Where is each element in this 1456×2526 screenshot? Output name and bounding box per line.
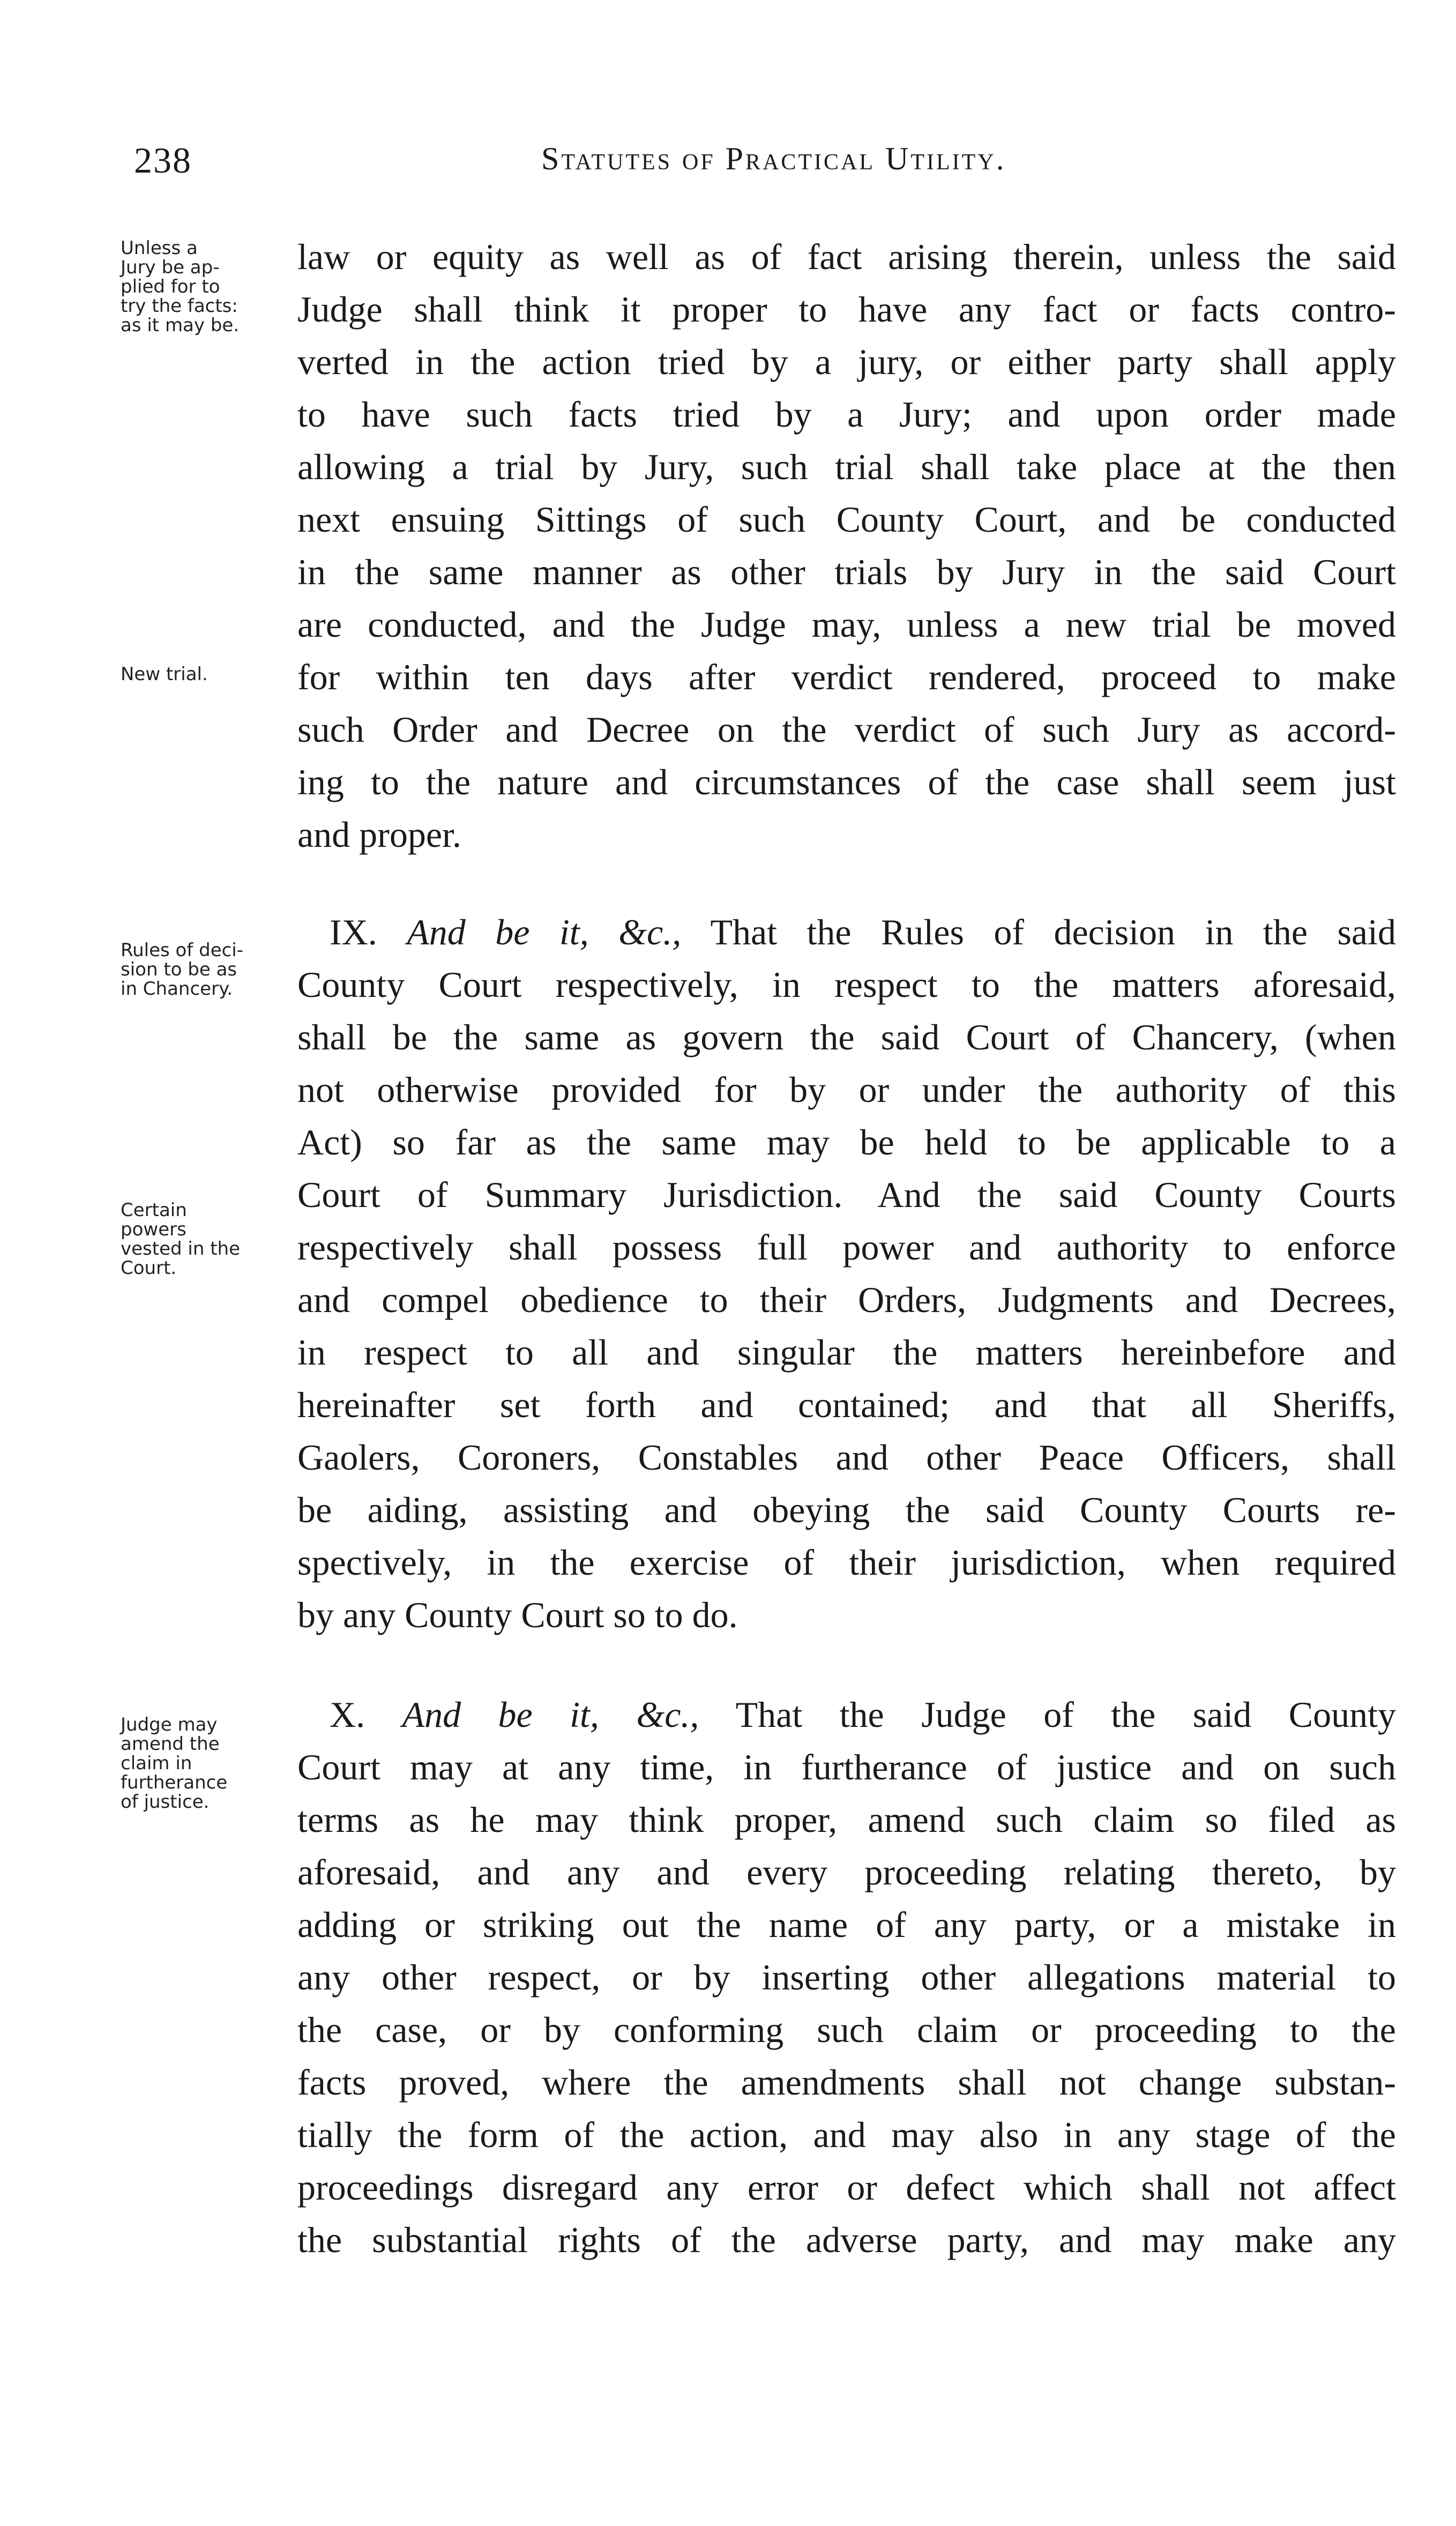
margin-note-line: Court.: [121, 1257, 177, 1279]
margin-note-line: furtherance: [121, 1772, 228, 1793]
margin-note-line: as it may be.: [121, 315, 240, 336]
margin-note-judge-may-amend: [121, 1715, 297, 1812]
body-line: to have such facts tried by a Jury; and upon order made: [297, 394, 1396, 435]
first-line-text: That the Rules of decision in the said: [710, 912, 1397, 952]
body-line: ing to the nature and circumstances of the case shall seem just: [297, 762, 1396, 802]
body-line: Judge shall think it proper to have any fact or facts contro-: [297, 289, 1396, 330]
margin-note-line: try the facts:: [121, 295, 238, 317]
body-line: such Order and Decree on the verdict of such Jury as accord-: [297, 709, 1396, 750]
body-line: County Court respectively, in respect to the matters aforesaid,: [297, 964, 1396, 1005]
margin-note-line: vested in the: [121, 1238, 240, 1260]
section-8-continued: [297, 230, 1396, 861]
margin-note-unless-jury: [121, 239, 297, 335]
body-line: facts proved, where the amendments shall not change substan-: [297, 2062, 1396, 2103]
body-line: and compel obedience to their Orders, Judgments and Decrees,: [297, 1279, 1396, 1320]
body-line: adding or striking out the name of any party, or a mistake in: [297, 1904, 1396, 1945]
body-line: in the same manner as other trials by Jury in the said Court: [297, 552, 1396, 592]
section-number: X.: [330, 1694, 365, 1735]
body-line: spectively, in the exercise of their jurisdiction, when required: [297, 1542, 1396, 1583]
body-line: terms as he may think proper, amend such claim so filed as: [297, 1799, 1396, 1840]
body-line: be aiding, assisting and obeying the said County Courts re-: [297, 1489, 1396, 1530]
body-line: Court of Summary Jurisdiction. And the said County Courts: [297, 1174, 1396, 1215]
first-line-text: That the Judge of the said County: [735, 1694, 1397, 1735]
body-line: aforesaid, and any and every proceeding relating thereto, by: [297, 1852, 1396, 1892]
body-line: law or equity as well as of fact arising therein, unless the said: [297, 236, 1396, 277]
margin-note-rules-of-decision: [121, 941, 297, 999]
section-10: [297, 1688, 1396, 2266]
margin-note-certain-powers: [121, 1201, 297, 1278]
margin-note-line: Judge may: [121, 1714, 218, 1735]
body-line: Act) so far as the same may be held to be applicable to a: [297, 1122, 1396, 1163]
margin-note-line: Jury be ap-: [121, 257, 220, 278]
section-9-first-line: [297, 906, 1396, 958]
body-line: tially the form of the action, and may also in any stage of the: [297, 2114, 1396, 2155]
margin-note-line: sion to be as: [121, 959, 237, 980]
body-line: by any County Court so to do.: [297, 1594, 738, 1635]
body-line: are conducted, and the Judge may, unless a new trial be moved: [297, 604, 1396, 645]
margin-note-line: Certain: [121, 1199, 187, 1221]
margin-note-line: claim in: [121, 1753, 192, 1774]
body-line: and proper.: [297, 814, 461, 855]
page-header: [134, 139, 1399, 193]
body-line: next ensuing Sittings of such County Court, and be conducted: [297, 499, 1396, 540]
running-title: Statutes of Practical Utility.: [541, 141, 1006, 176]
body-line: verted in the action tried by a jury, or either party shall apply: [297, 341, 1396, 382]
margin-note-line: Rules of deci-: [121, 940, 244, 961]
body-line: Court may at any time, in furtherance of justice and on such: [297, 1747, 1396, 1787]
body-line: for within ten days after verdict rendered, proceed to make: [297, 657, 1396, 697]
margin-note-line: in Chancery.: [121, 978, 233, 1000]
margin-note-line: powers: [121, 1219, 186, 1240]
body-line: Gaolers, Coroners, Constables and other Peace Officers, shall: [297, 1437, 1396, 1478]
margin-note-new-trial: [121, 665, 297, 684]
body-line: in respect to all and singular the matters hereinbefore and: [297, 1332, 1396, 1373]
enacting-phrase: And be it, &c.,: [402, 1694, 699, 1735]
body-line: any other respect, or by inserting other allegations material to: [297, 1957, 1396, 1998]
margin-note-line: plied for to: [121, 276, 220, 297]
margin-note-line: New trial.: [121, 664, 208, 685]
body-line: allowing a trial by Jury, such trial shall take place at the then: [297, 446, 1396, 487]
body-line: hereinafter set forth and contained; and that all Sheriffs,: [297, 1384, 1396, 1425]
body-line: proceedings disregard any error or defect which shall not affect: [297, 2167, 1396, 2208]
margin-note-line: Unless a: [121, 237, 198, 259]
margin-note-line: amend the: [121, 1733, 220, 1755]
body-line: not otherwise provided for by or under the authority of this: [297, 1069, 1396, 1110]
margin-note-line: of justice.: [121, 1791, 210, 1813]
body-line: respectively shall possess full power and authority to enforce: [297, 1227, 1396, 1268]
body-line: the case, or by conforming such claim or proceeding to the: [297, 2009, 1396, 2050]
section-10-first-line: [297, 1688, 1396, 1741]
body-line: shall be the same as govern the said Court of Chancery, (when: [297, 1017, 1396, 1057]
section-9: [297, 906, 1396, 1641]
section-number: IX.: [330, 912, 377, 952]
enacting-phrase: And be it, &c.,: [407, 912, 682, 952]
page-number: 238: [134, 140, 192, 181]
body-line: the substantial rights of the adverse party, and may make any: [297, 2219, 1396, 2260]
